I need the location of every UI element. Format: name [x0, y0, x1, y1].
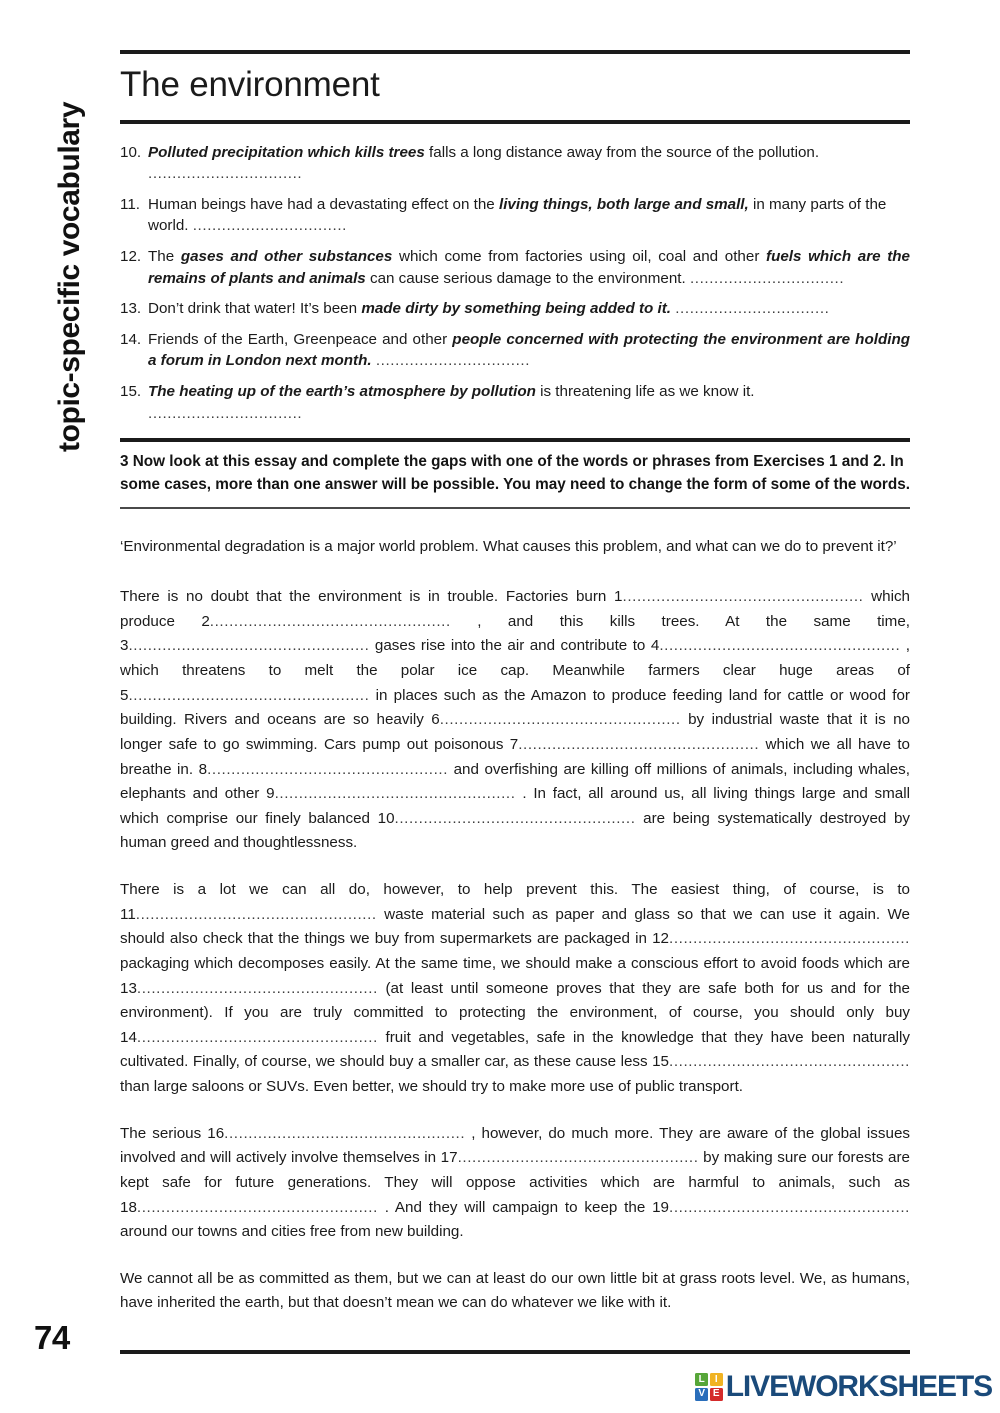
- essay-paragraph: [120, 585, 910, 856]
- essay-plain-text: by making sure our forests are kept safe for future generations. They will oppose activities which are harmful to animals, such as: [120, 1149, 910, 1191]
- footer-rule: [120, 1350, 910, 1354]
- essay-gap-number: 8: [198, 760, 208, 778]
- essay-plain-text: , and this kills trees. At the same time,: [450, 612, 910, 630]
- essay-plain-text: gases rise into the air and contribute to: [369, 637, 651, 655]
- essay-plain-text: which produce: [120, 588, 910, 630]
- exercise-item-text: [148, 194, 910, 237]
- essay-gap-blank[interactable]: ..................................................: [659, 637, 901, 655]
- essay-gap-number: 11: [120, 905, 136, 923]
- exercise-item: [120, 329, 910, 372]
- exercise3-instruction: 3 Now look at this essay and complete the gaps with one of the words or phrases from Exercises 1 and 2. In some cases, more than one answer will be possible. You may need to change the form of some of the words.: [120, 453, 910, 494]
- sidebar-tab-label: topic-specific vocabulary: [53, 101, 86, 452]
- essay-plain-text: We cannot all be as committed as them, but we can at least do our own little bit at grass roots level. We, as humans, have inherited the earth, but that doesn’t mean we can do whatever we like with it.: [120, 1269, 910, 1312]
- answer-blank[interactable]: ................................: [675, 300, 830, 318]
- essay-gap-blank[interactable]: ..................................................: [128, 686, 370, 704]
- logo-wordmark: LIVEWORKSHEETS: [725, 1370, 992, 1403]
- exercise-item-answer-phrase: people concerned with protecting the environment are holding a forum in London next month.: [148, 330, 911, 370]
- essay-gap-number: 17: [440, 1149, 458, 1167]
- essay-gap-blank[interactable]: ..................................................: [457, 1149, 699, 1167]
- exercise3-block: [120, 438, 910, 508]
- essay-plain-text: , however, do much more. They are aware of the global issues involved and will actively involve themselves in: [120, 1124, 910, 1167]
- essay-gap-blank[interactable]: ..................................................: [439, 711, 681, 729]
- essay-plain-text: by industrial waste that it is no longer safe to go swimming. Cars pump out poisonous: [120, 711, 910, 753]
- exercise-item-number: 12.: [120, 248, 142, 266]
- essay-plain-text: There is no doubt that the environment is in trouble. Factories burn: [120, 588, 615, 606]
- essay-gap-number: 12: [652, 930, 670, 948]
- exercise-item-text: [148, 329, 910, 372]
- essay-gap-blank[interactable]: ..................................................: [274, 785, 516, 803]
- exercise-item-text: [148, 298, 910, 320]
- essay-paragraph: [120, 878, 910, 1100]
- logo-tiles: [695, 1373, 723, 1401]
- answer-blank[interactable]: ................................: [148, 165, 303, 183]
- essay-prompt: ‘Environmental degradation is a major world problem. What causes this problem, and what can we do to prevent it?’: [120, 537, 897, 555]
- title-bottom-rule: [120, 120, 910, 124]
- essay-plain-text: which we all have to breathe in.: [120, 735, 910, 778]
- answer-blank[interactable]: ................................: [192, 217, 347, 235]
- essay-gap-blank[interactable]: ..................................................: [128, 637, 370, 655]
- essay-plain-text: There is a lot we can all do, however, to help prevent this. The easiest thing, of course, is to: [120, 881, 910, 899]
- essay-plain-text: , which threatens to melt the polar ice cap. Meanwhile farmers clear huge areas of: [120, 637, 910, 680]
- exercise-item-plain-text: Friends of the Earth, Greenpeace and other: [148, 330, 453, 348]
- page-title: The environment: [120, 65, 380, 104]
- exercise-item-number: 15.: [120, 382, 142, 400]
- exercise-item-plain-text: Human beings have had a devastating effect on the: [148, 195, 499, 213]
- essay-gap-blank[interactable]: ..................................................: [209, 612, 451, 630]
- essay-gap-blank[interactable]: ..................................................: [669, 930, 910, 948]
- essay-gap-blank[interactable]: ..................................................: [622, 588, 864, 606]
- essay-gap-blank[interactable]: ..................................................: [669, 1053, 910, 1071]
- essay-plain-text: waste material such as paper and glass so that we can use it again. We should also check that the things we buy from supermarkets are packaged in: [120, 905, 910, 948]
- essay-gap-number: 10: [377, 809, 395, 827]
- exercise-item: [120, 194, 910, 237]
- essay-gap-number: 14: [120, 1028, 137, 1046]
- essay-plain-text: around our towns and cities free from new building.: [120, 1223, 464, 1241]
- essay-gap-number: 1: [614, 588, 623, 606]
- essay-gap-number: 7: [509, 735, 519, 753]
- page-number: 74: [34, 1319, 70, 1356]
- exercise-item-answer-phrase: Polluted precipitation which kills trees: [148, 143, 425, 161]
- essay-gap-blank[interactable]: ..................................................: [207, 760, 449, 778]
- essay-gap-blank[interactable]: ..................................................: [136, 1028, 378, 1046]
- exercise-item-plain-text: falls a long distance away from the source of the pollution.: [424, 143, 820, 161]
- essay-gap-blank[interactable]: ..................................................: [669, 1198, 910, 1216]
- exercise-item-number: 11.: [120, 195, 140, 213]
- essay-gap-number: 5: [120, 686, 129, 704]
- essay-gap-number: 18: [120, 1198, 137, 1216]
- essay-paragraph: [120, 1267, 910, 1316]
- essay-gap-number: 15: [652, 1053, 670, 1071]
- essay-plain-text: . In fact, all around us, all living things large and small which comprise our finely balanced: [120, 785, 911, 827]
- exercise-item: [120, 142, 910, 185]
- logo-tile-v-icon: V: [695, 1388, 708, 1401]
- exercise-item-plain-text: Don’t drink that water! It’s been: [148, 300, 362, 318]
- exercise-item-number: 13.: [120, 300, 142, 318]
- essay-gap-blank[interactable]: ..................................................: [518, 735, 760, 753]
- essay-gap-blank[interactable]: ..................................................: [394, 809, 636, 827]
- exercise-item-plain-text: is threatening life as we know it.: [535, 382, 755, 400]
- essay-gap-blank[interactable]: ..................................................: [135, 905, 377, 923]
- essay-plain-text: fruit and vegetables, safe in the knowledge that they have been naturally cultivated. Finally, of course, we should buy a smaller car, as these cause less: [120, 1028, 910, 1071]
- exercise-item-list: [120, 142, 910, 424]
- essay-gap-number: 6: [431, 711, 440, 729]
- exercise-item-number: 10.: [120, 143, 142, 161]
- essay-gap-number: 13: [120, 979, 137, 997]
- essay-gap-number: 2: [201, 612, 210, 630]
- essay-gap-number: 4: [650, 637, 660, 655]
- exercise-item: [120, 381, 910, 424]
- exercise-item-plain-text: in many parts of the world.: [148, 195, 887, 235]
- answer-blank[interactable]: ................................: [375, 352, 531, 370]
- essay-plain-text: and overfishing are killing off millions of animals, including whales, elephants and other: [120, 760, 910, 803]
- exercise-item-plain-text: which come from factories using oil, coal and other: [392, 248, 767, 266]
- exercise-item-answer-phrase: gases and other substances: [180, 248, 393, 266]
- exercise3-bottom-rule: [120, 507, 910, 509]
- logo-tile-l-icon: L: [695, 1373, 708, 1386]
- exercise-item: [120, 298, 910, 320]
- essay-plain-text: packaging which decomposes easily. At the same time, we should make a conscious effort to avoid foods which are: [120, 954, 910, 972]
- exercise-item-plain-text: can cause serious damage to the environment.: [365, 269, 690, 287]
- essay-plain-text: The serious: [120, 1124, 208, 1142]
- page-content: [120, 0, 910, 1338]
- essay-plain-text: (at least until someone proves that they are safe both for us and for the environment). If you are truly committed to protecting the environment, of course, you should only buy: [120, 979, 910, 1022]
- essay-gap-blank[interactable]: ..................................................: [136, 979, 378, 997]
- essay-gap-number: 19: [652, 1198, 670, 1216]
- essay-plain-text: are being systematically destroyed by human greed and thoughtlessness.: [120, 809, 911, 852]
- essay-gap-blank[interactable]: ..................................................: [224, 1124, 466, 1142]
- exercise-item-plain-text: The: [148, 248, 181, 266]
- exercise-item-answer-phrase: made dirty by something being added to it.: [361, 300, 671, 318]
- essay-paragraph: [120, 1122, 910, 1245]
- essay-gap-number: 3: [120, 637, 129, 655]
- title-block: [120, 50, 910, 124]
- sidebar-tab: [0, 0, 118, 1413]
- exercise-item-text: [148, 246, 910, 289]
- liveworksheets-logo: [695, 1372, 992, 1402]
- essay-plain-text: in places such as the Amazon to produce feeding land for cattle or wood for building. Rivers and oceans are so heavily: [120, 686, 910, 729]
- essay-plain-text: . And they will campaign to keep the: [377, 1198, 653, 1216]
- exercise-item: [120, 246, 910, 289]
- essay-gap-number: 9: [266, 785, 275, 803]
- logo-tile-e-icon: E: [710, 1388, 723, 1401]
- essay-gap-number: 16: [207, 1124, 225, 1142]
- essay-body: [120, 535, 910, 1317]
- exercise-item-text: [148, 142, 910, 185]
- exercise-item-answer-phrase: living things, both large and small,: [498, 195, 749, 213]
- essay-gap-blank[interactable]: ..................................................: [136, 1198, 378, 1216]
- exercise-item-number: 14.: [120, 330, 142, 348]
- answer-blank[interactable]: ................................: [148, 404, 303, 422]
- logo-tile-i-icon: I: [710, 1373, 723, 1386]
- answer-blank[interactable]: ................................: [689, 269, 845, 287]
- exercise-item-text: [148, 381, 910, 424]
- exercise-item-answer-phrase: fuels which are the remains of plants and animals: [148, 248, 910, 287]
- exercise-item-answer-phrase: The heating up of the earth’s atmosphere by pollution: [148, 382, 536, 400]
- essay-plain-text: than large saloons or SUVs. Even better, we should try to make more use of public transport.: [120, 1078, 744, 1096]
